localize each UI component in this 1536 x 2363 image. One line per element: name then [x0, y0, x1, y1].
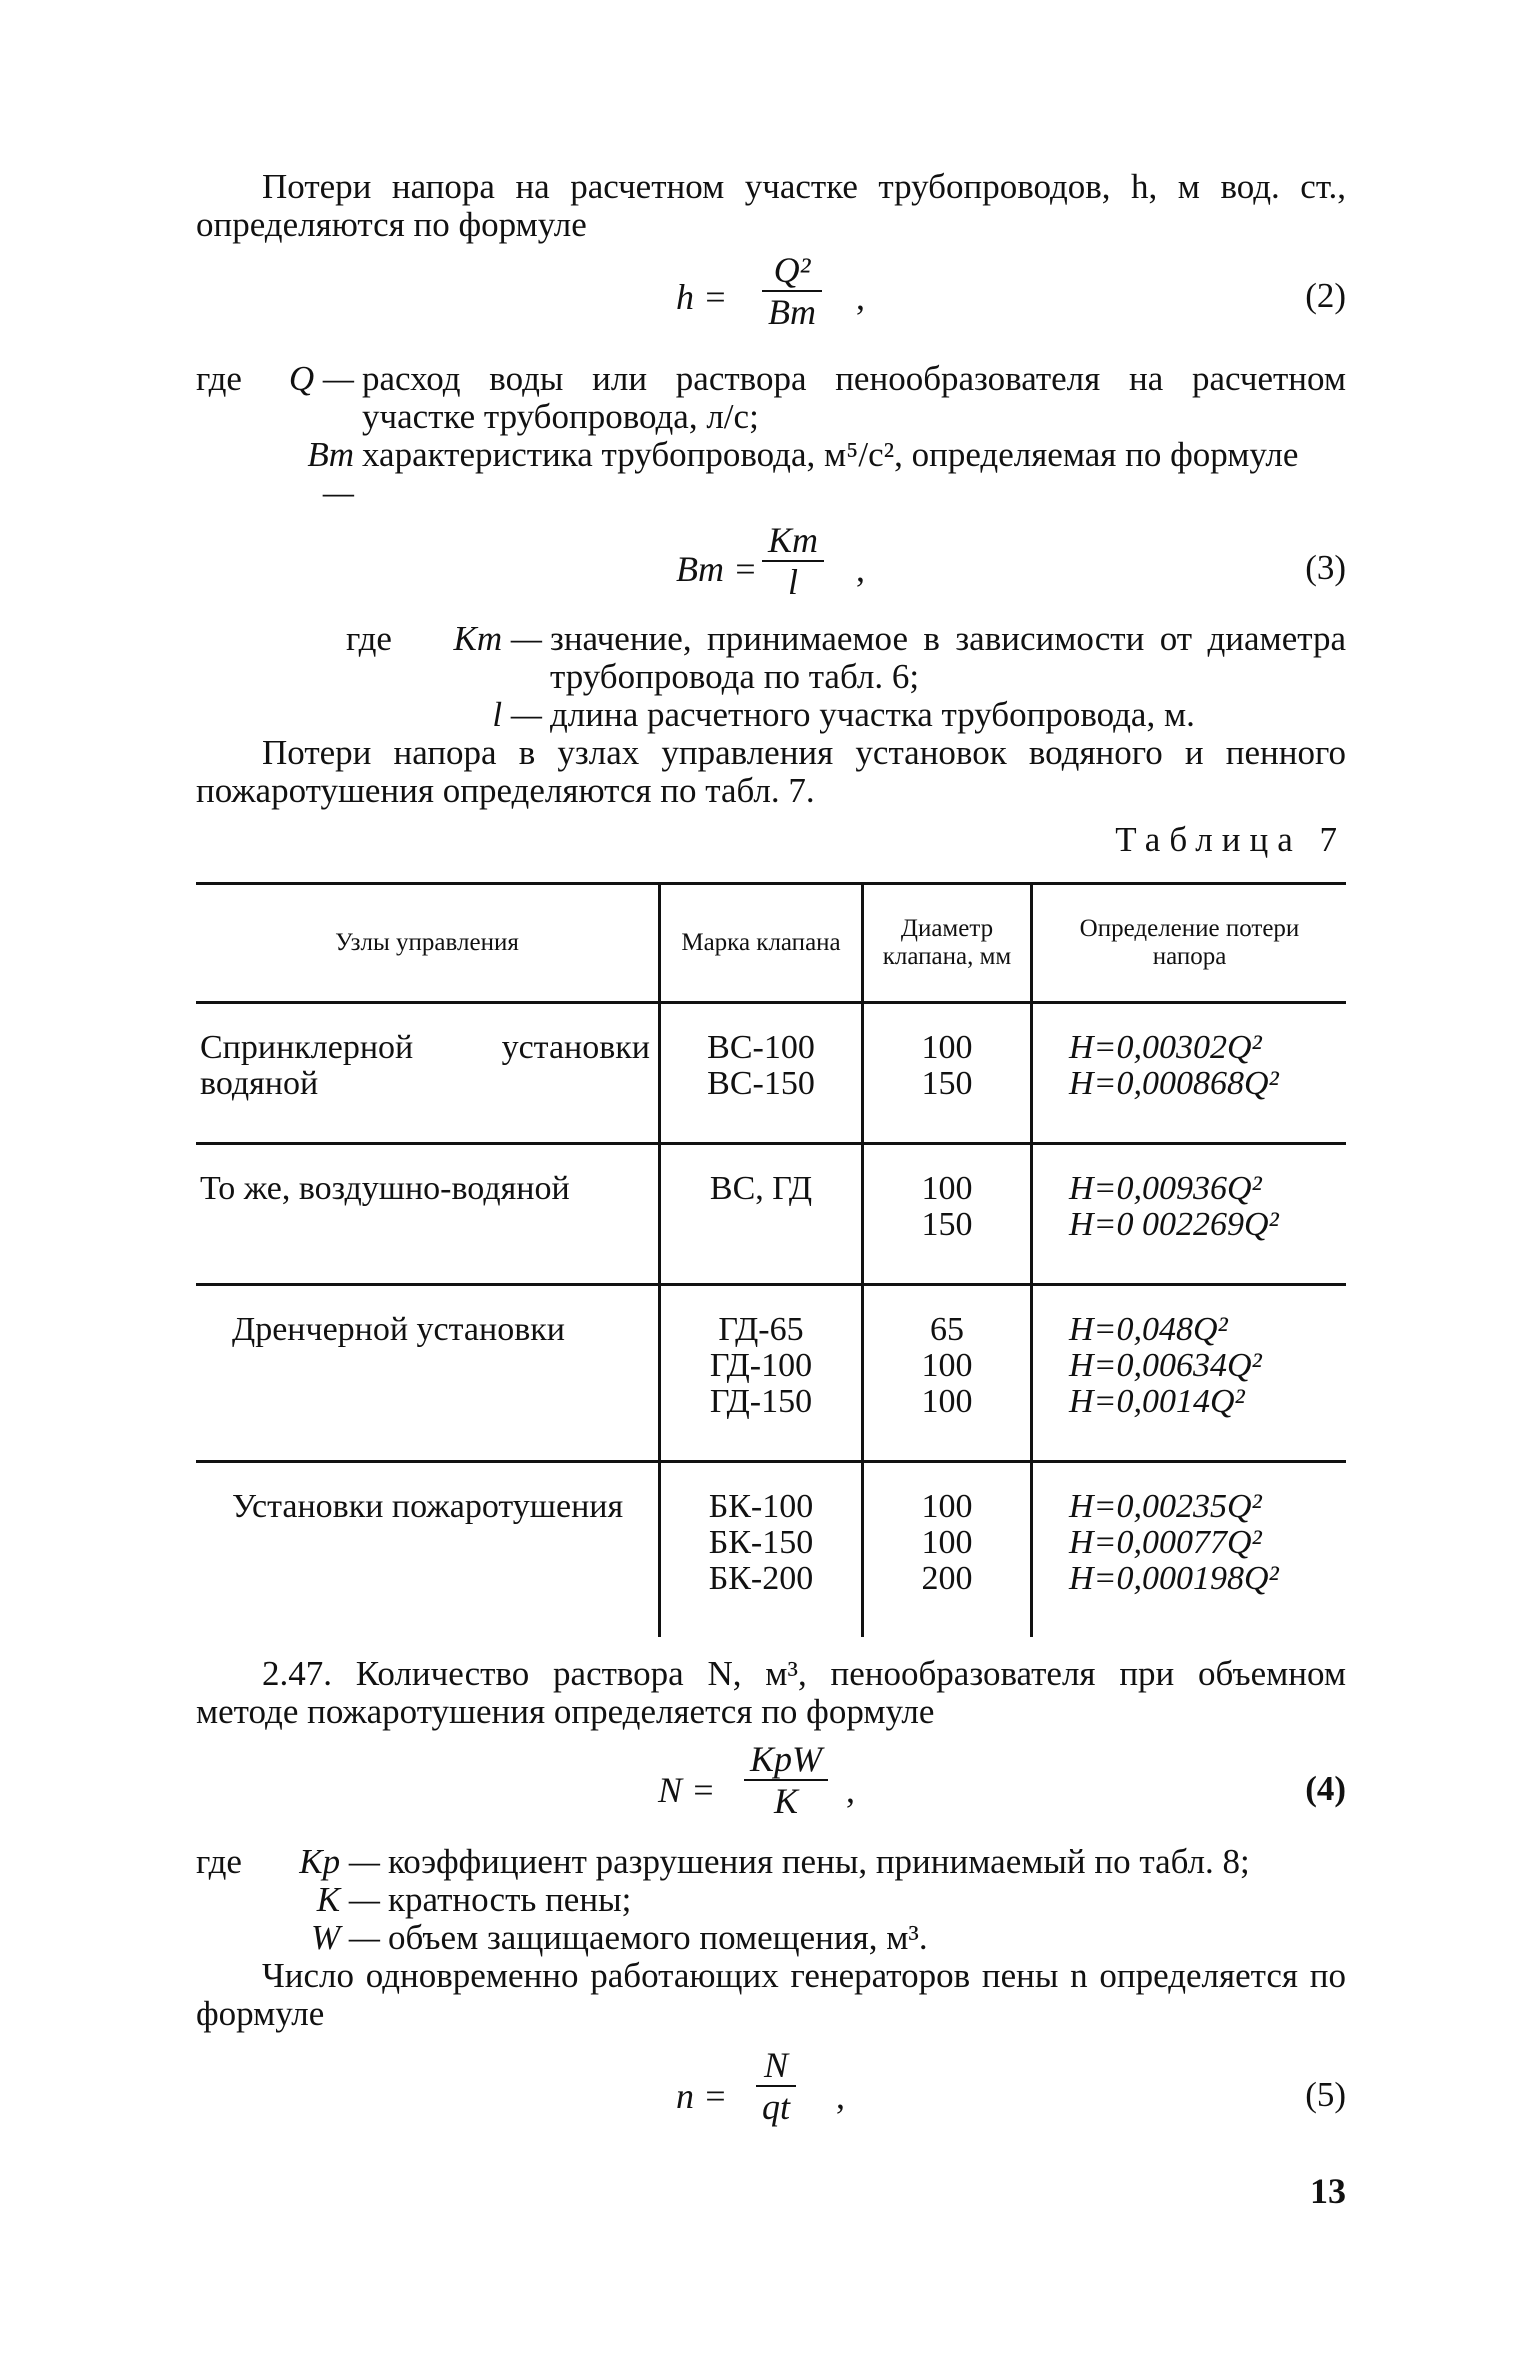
- paragraph-2-47: 2.47. Количество раствора N, м³, пенообразователя при объемном методе пожаротушения определяется по формуле: [196, 1654, 1346, 1731]
- valve-mark: ГД-100: [709, 1347, 813, 1384]
- definition-text: значение, принимаемое в зависимости от диаметра трубопровода по табл. 6;: [550, 619, 1346, 696]
- table-cell-loss: [1032, 1285, 1347, 1462]
- table-cell-loss: [1032, 1462, 1347, 1638]
- loss-formula: H=0,00936Q²: [1069, 1170, 1262, 1207]
- formula-denominator: Bт: [768, 292, 816, 332]
- table-cell-loss: [1032, 1003, 1347, 1144]
- formula-fraction: [744, 1739, 828, 1821]
- valve-diameter: 150: [921, 1065, 973, 1102]
- definition-row: [346, 696, 1346, 734]
- equation-number: (5): [1305, 2075, 1346, 2114]
- valve-diameter: 100: [921, 1170, 973, 1207]
- definition-row: [196, 360, 1346, 436]
- paragraph-control-nodes: Потери напора в узлах управления установок водяного и пенного пожаротушения определяются по табл. 7.: [196, 733, 1346, 810]
- definition-lead: где: [196, 359, 242, 398]
- table-header: Марка клапана: [660, 884, 863, 1003]
- formula-numerator: KpW: [750, 1739, 822, 1779]
- formula-lhs: Bт =: [676, 549, 758, 589]
- definition-lead: [196, 1881, 282, 1919]
- definition-row: [346, 620, 1346, 696]
- valve-mark: ГД-65: [718, 1311, 804, 1348]
- definition-text: объем защищаемого помещения, м³.: [388, 1918, 928, 1957]
- formula-denominator: l: [788, 562, 799, 602]
- formula-denominator: qt: [762, 2087, 791, 2127]
- loss-formula: H=0 002269Q²: [1069, 1206, 1279, 1243]
- formula-5: [196, 2033, 1346, 2145]
- definition-symbol: W —: [310, 1918, 380, 1957]
- table-cell-node: То же, воздушно-водяной: [200, 1170, 570, 1207]
- table-row: [196, 1144, 1346, 1285]
- definition-text: расход воды или раствора пенообразователя на расчетном участке трубопровода, л/с;: [362, 359, 1346, 436]
- valve-diameter: 100: [921, 1488, 973, 1525]
- valve-diameter: 100: [921, 1524, 973, 1561]
- definitions-2: [196, 620, 1346, 734]
- loss-formula: H=0,00634Q²: [1069, 1347, 1262, 1384]
- table-cell-diameter: [863, 1462, 1032, 1638]
- table-cell-node: Спринклерной установки водяной: [200, 1029, 650, 1102]
- formula-numerator: Kт: [768, 520, 819, 560]
- table-cell-mark: [660, 1462, 863, 1638]
- valve-diameter: 65: [930, 1311, 964, 1348]
- definitions-1: [196, 360, 1346, 512]
- formula-numerator: Q²: [773, 250, 811, 290]
- formula-tail: ,: [856, 277, 865, 317]
- table-row: [196, 1462, 1346, 1638]
- definitions-3: [196, 1843, 1346, 1957]
- valve-mark: БК-200: [708, 1560, 814, 1597]
- formula-numerator: N: [764, 2045, 789, 2085]
- loss-formula: H=0,000198Q²: [1069, 1560, 1279, 1597]
- formula-tail: ,: [846, 1770, 855, 1810]
- document-page: [196, 160, 1346, 2211]
- definition-lead: [346, 696, 446, 734]
- valve-diameter: 150: [921, 1206, 973, 1243]
- formula-tail: ,: [836, 2076, 845, 2116]
- formula-fraction: [756, 2045, 796, 2127]
- formula-3: [196, 512, 1346, 620]
- formula-fraction: [762, 520, 824, 602]
- paragraph-head-loss: Потери напора на расчетном участке трубопроводов, h, м вод. ст., определяются по формуле: [196, 167, 1346, 244]
- valve-mark: ВС, ГД: [709, 1170, 813, 1207]
- formula-tail: ,: [856, 549, 865, 589]
- definition-lead: [196, 436, 282, 512]
- table-caption: Таблица 7: [1115, 820, 1346, 859]
- paragraph-generators: Число одновременно работающих генераторов пены n определяется по формуле: [196, 1956, 1346, 2033]
- formula-2: [196, 244, 1346, 360]
- definition-symbol: K —: [316, 1880, 380, 1919]
- loss-formula: H=0,000868Q²: [1069, 1065, 1279, 1102]
- table-cell-loss: [1032, 1144, 1347, 1285]
- formula-lhs: N =: [658, 1770, 716, 1810]
- definition-text: характеристика трубопровода, м⁵/с², определяемая по формуле: [362, 435, 1299, 474]
- valve-diameter: 100: [921, 1383, 973, 1420]
- definition-text: кратность пены;: [388, 1880, 632, 1919]
- table-cell-mark: [660, 1285, 863, 1462]
- formula-lhs: h =: [676, 277, 728, 317]
- equation-number: (4): [1305, 1769, 1346, 1808]
- table-header: Диаметр клапана, мм: [863, 884, 1032, 1003]
- table-cell-diameter: [863, 1285, 1032, 1462]
- definition-row: [196, 436, 1346, 512]
- valve-diameter: 200: [921, 1560, 973, 1597]
- definition-row: [196, 1919, 1346, 1957]
- definition-lead: где: [346, 619, 392, 658]
- table-7: [196, 882, 1346, 1637]
- loss-formula: H=0,00302Q²: [1069, 1029, 1262, 1066]
- page-number: 13: [1310, 2171, 1346, 2211]
- equation-number: (2): [1305, 276, 1346, 315]
- formula-lhs: n =: [676, 2076, 728, 2116]
- formula-4: [196, 1731, 1346, 1843]
- valve-mark: ВС-150: [707, 1065, 815, 1102]
- valve-diameter: 100: [921, 1347, 973, 1384]
- loss-formula: H=0,00235Q²: [1069, 1488, 1262, 1525]
- definition-symbol: Q —: [288, 359, 354, 398]
- valve-mark: ВС-100: [707, 1029, 815, 1066]
- loss-formula: H=0,00077Q²: [1069, 1524, 1262, 1561]
- table-cell-node: Дренчерной установки: [232, 1311, 565, 1348]
- table-header: Определение потери напора: [1032, 884, 1347, 1003]
- definition-row: [196, 1843, 1346, 1881]
- table-cell-diameter: [863, 1003, 1032, 1144]
- valve-mark: БК-100: [708, 1488, 814, 1525]
- table-cell-node: Установки пожаротушения: [232, 1488, 624, 1525]
- loss-formula: H=0,048Q²: [1069, 1311, 1228, 1348]
- definition-lead: где: [196, 1842, 242, 1881]
- definition-text: коэффициент разрушения пены, принимаемый по табл. 8;: [388, 1842, 1250, 1881]
- definition-symbol: Kp —: [299, 1842, 380, 1881]
- valve-mark: БК-150: [708, 1524, 814, 1561]
- definition-lead: [196, 1919, 282, 1957]
- definition-symbol: Bт —: [307, 435, 354, 512]
- loss-formula: H=0,0014Q²: [1069, 1383, 1245, 1420]
- valve-diameter: 100: [921, 1029, 973, 1066]
- table-cell-mark: [660, 1003, 863, 1144]
- definition-row: [196, 1881, 1346, 1919]
- table-row: [196, 1003, 1346, 1144]
- table-cell-diameter: [863, 1144, 1032, 1285]
- formula-fraction: [762, 250, 822, 332]
- table-cell-mark: [660, 1144, 863, 1285]
- table-row: [196, 1285, 1346, 1462]
- definition-symbol: Kт —: [453, 619, 542, 658]
- formula-denominator: K: [773, 1781, 798, 1821]
- equation-number: (3): [1305, 548, 1346, 587]
- table-header: Узлы управления: [335, 929, 519, 956]
- definition-symbol: l —: [492, 695, 542, 734]
- valve-mark: ГД-150: [709, 1383, 813, 1420]
- table-header-row: [196, 884, 1346, 1003]
- definition-text: длина расчетного участка трубопровода, м.: [550, 695, 1195, 734]
